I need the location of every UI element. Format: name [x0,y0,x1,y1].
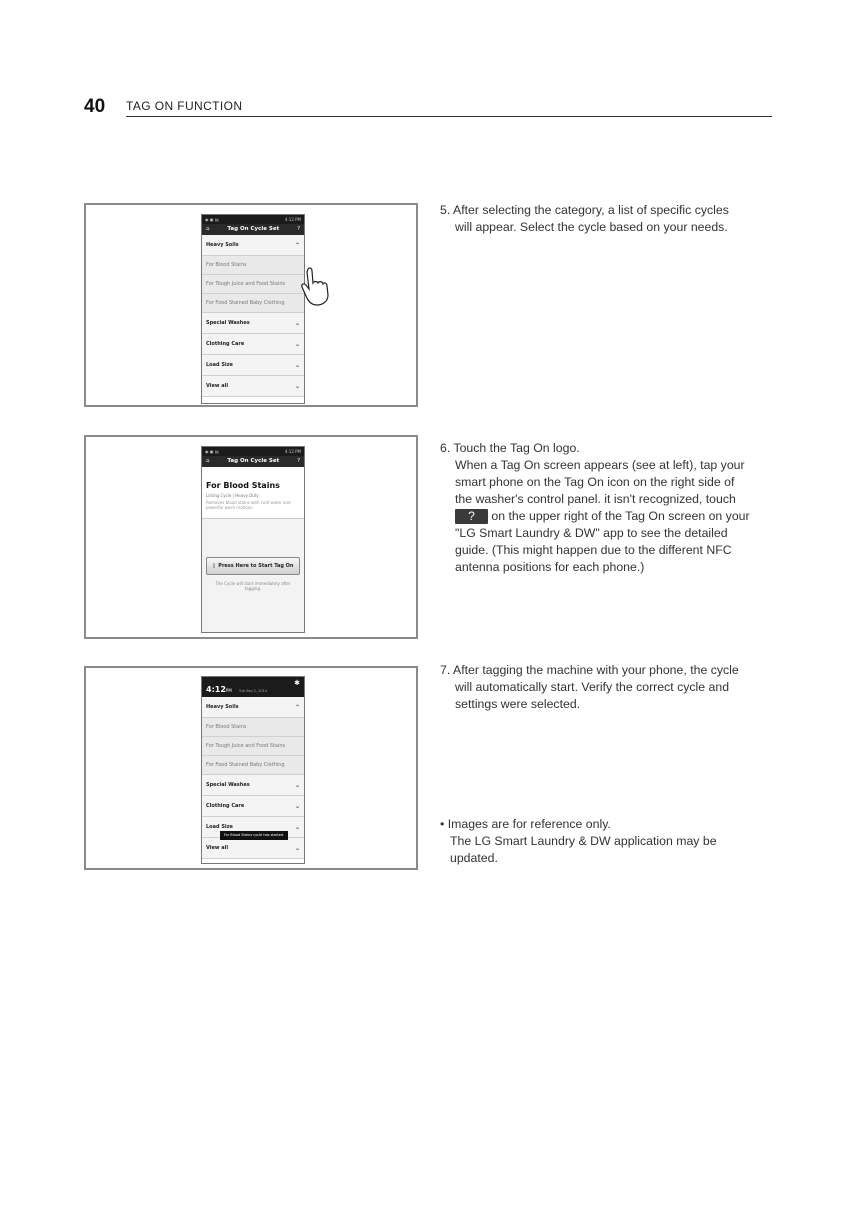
chevron-down-icon: ⌄ [294,340,300,348]
app-title: Tag On Cycle Set [227,458,280,464]
list-item[interactable]: View all ⌄ [202,838,304,859]
cycle-description: Removes blood stains with cold water and powerful wash motions. [206,500,291,510]
status-bar: ◉ ▣ ▤ 4:12 PM [202,215,304,224]
cycle-card [202,467,304,519]
app-title: Tag On Cycle Set [227,226,280,232]
list-item[interactable]: For Tough Juice and Food Stains [202,275,304,294]
chevron-down-icon: ⌄ [294,844,300,852]
list-item[interactable]: Special Washes ⌄ [202,775,304,796]
list-item[interactable]: Load Size ⌄ [202,355,304,376]
help-icon[interactable]: ? [297,458,300,464]
phone-icon: ▯ [212,563,216,569]
list-item[interactable]: Heavy Soils ⌃ [202,697,304,718]
section-title: TAG ON FUNCTION [126,99,243,113]
home-icon[interactable]: ⌂ [206,226,210,232]
reference-note: • Images are for reference only. The LG Smart Laundry & DW application may be updated. [440,817,717,865]
list-item[interactable]: For Blood Stains [202,718,304,737]
pointing-hand-icon [300,267,336,307]
list-item[interactable]: View all ⌄ [202,376,304,397]
list-item[interactable]: For Food Stained Baby Clothing [202,294,304,313]
phone-screen [201,446,305,633]
cycle-meta: Listing Cycle | Heavy Duty [206,493,259,498]
step-5-text: 5. After selecting the category, a list of specific cycles will appear. Select the cycle based on your needs. [440,203,729,234]
chevron-down-icon: ⌄ [294,361,300,369]
chevron-down-icon: ⌄ [294,781,300,789]
list-item[interactable]: Heavy Soils ⌃ [202,235,304,256]
chevron-down-icon: ⌄ [294,802,300,810]
tag-on-hint: The Cycle will start immediately after tagging. [215,581,291,591]
list-item[interactable]: For Blood Stains [202,256,304,275]
cycle-name: For Blood Stains [206,481,280,490]
cycle-started-toast: For Blood Stains cycle has started. [220,831,288,840]
chevron-down-icon: ⌄ [294,382,300,390]
home-icon[interactable]: ⌂ [206,458,210,464]
figure-cycle-started [84,666,418,870]
help-icon[interactable]: ? [297,226,300,232]
phone-screen [201,214,305,404]
step-7-text: 7. After tagging the machine with your phone, the cycle will automatically start. Verify the correct cycle and settings were selected. [440,663,739,711]
header-rule [126,116,772,117]
list-item[interactable]: Load Size ⌄ [202,817,304,838]
phone-screen [201,676,305,864]
list-item[interactable]: For Tough Juice and Food Stains [202,737,304,756]
app-title-bar [202,224,304,235]
figure-tag-on-screen [84,435,418,639]
figure-cycle-list [84,203,418,407]
list-item[interactable]: For Food Stained Baby Clothing [202,756,304,775]
chevron-up-icon: ⌃ [294,703,300,711]
lock-screen-header: 4:12PM Tue Sep 2, 2014 ✱ [202,677,304,697]
list-item[interactable]: Clothing Care ⌄ [202,334,304,355]
chevron-down-icon: ⌄ [294,823,300,831]
list-item[interactable]: Clothing Care ⌄ [202,796,304,817]
start-tag-on-button[interactable]: ▯ Press Here to Start Tag On [206,557,300,575]
gear-icon[interactable]: ✱ [294,679,300,687]
step-6-text: 6. Touch the Tag On logo. When a Tag On screen appears (see at left), tap your smart phone on the Tag On icon on the right side of the washer's control panel. it isn't recognized, touch ? on the upper right of the Tag On screen on your "LG Smart Laundry & DW" app to see the detailed guide. (This might happen due to the different NFC antenna positions for each phone.) [440,441,750,574]
help-button-icon: ? [455,509,488,524]
page-number: 40 [84,96,106,117]
chevron-up-icon: ⌃ [294,241,300,249]
list-item[interactable]: Special Washes ⌄ [202,313,304,334]
app-title-bar [202,456,304,467]
chevron-down-icon: ⌄ [294,319,300,327]
status-bar: ◉ ▣ ▤ 4:12 PM [202,447,304,456]
